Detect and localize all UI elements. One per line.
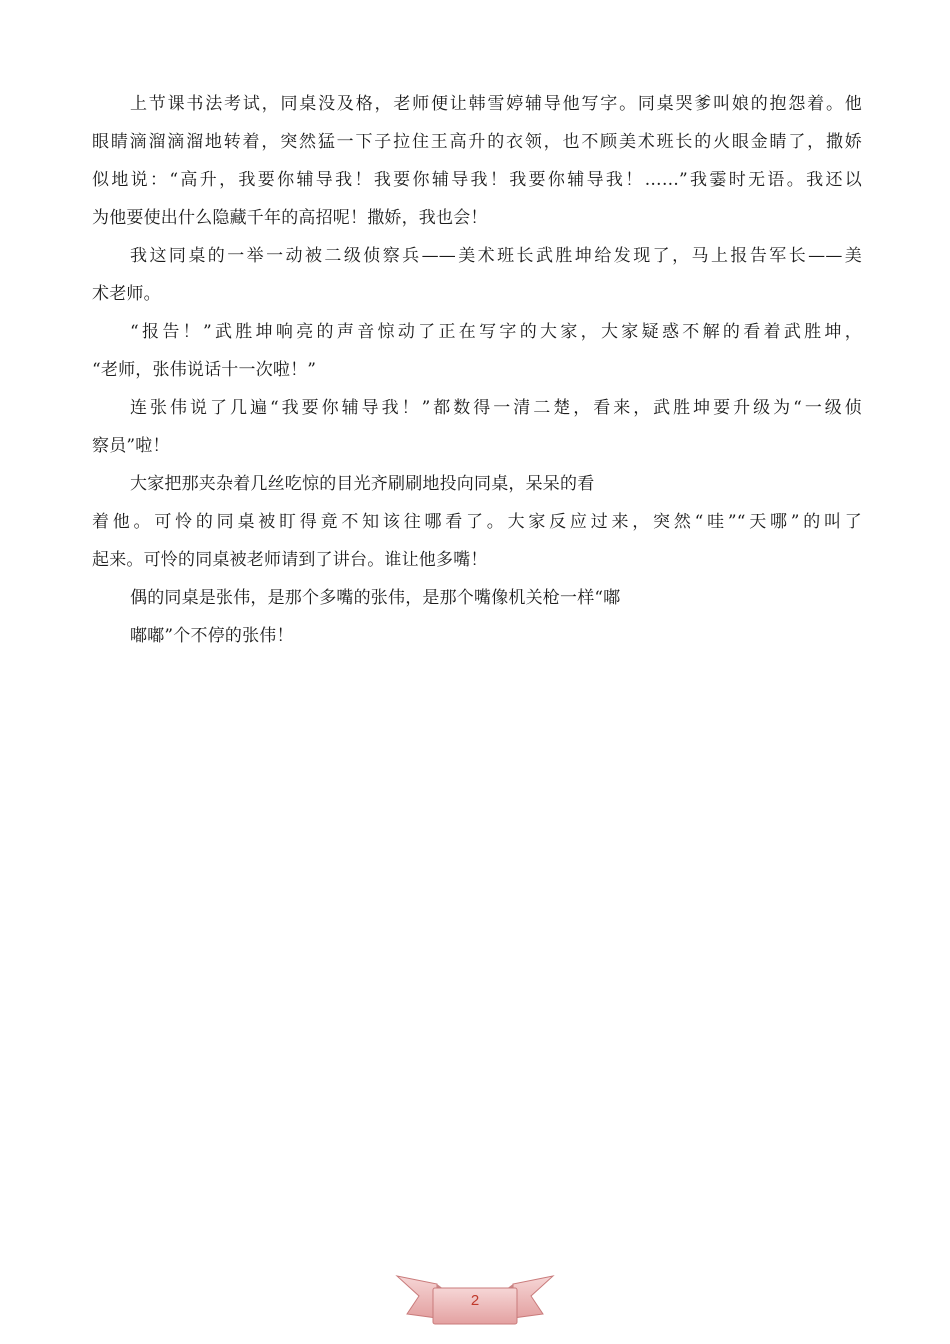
text-line: 术老师。 — [92, 284, 161, 304]
text-line: “报告！”武胜坤响亮的声音惊动了正在写字的大家，大家疑惑不解的看着武胜坤， — [130, 322, 862, 342]
text-line: 大家把那夹杂着几丝吃惊的目光齐刷刷地投向同桌，呆呆的看 — [130, 474, 595, 494]
text-line: 上节课书法考试，同桌没及格，老师便让韩雪婷辅导他写字。同桌哭爹叫娘的抱怨着。他 — [130, 94, 862, 114]
text-line: 我这同桌的一举一动被二级侦察兵——美术班长武胜坤给发现了，马上报告军长——美 — [130, 246, 862, 266]
text-line: 连张伟说了几遍“我要你辅导我！”都数得一清二楚，看来，武胜坤要升级为“一级侦 — [130, 398, 862, 418]
text-line: 嘟嘟”个不停的张伟！ — [130, 626, 294, 646]
page-number-ribbon — [393, 1270, 557, 1330]
text-line: 为他要使出什么隐藏千年的高招呢！撒娇，我也会！ — [92, 208, 488, 228]
text-line: 着他。可怜的同桌被盯得竟不知该往哪看了。大家反应过来，突然“哇”“天哪”的叫了 — [92, 512, 862, 532]
text-line: 察员”啦！ — [92, 436, 170, 456]
page-number: 2 — [470, 1292, 480, 1309]
text-line: 似地说：“高升，我要你辅导我！我要你辅导我！我要你辅导我！……”我霎时无语。我还以 — [92, 170, 862, 190]
text-line: “老师，张伟说话十一次啦！” — [92, 360, 317, 380]
text-line: 起来。可怜的同桌被老师请到了讲台。谁让他多嘴！ — [92, 550, 488, 570]
text-line: 偶的同桌是张伟，是那个多嘴的张伟，是那个嘴像机关枪一样“嘟 — [130, 588, 621, 608]
text-line: 眼睛滴溜滴溜地转着，突然猛一下子拉住王高升的衣领，也不顾美术班长的火眼金睛了，撒娇 — [92, 132, 862, 152]
